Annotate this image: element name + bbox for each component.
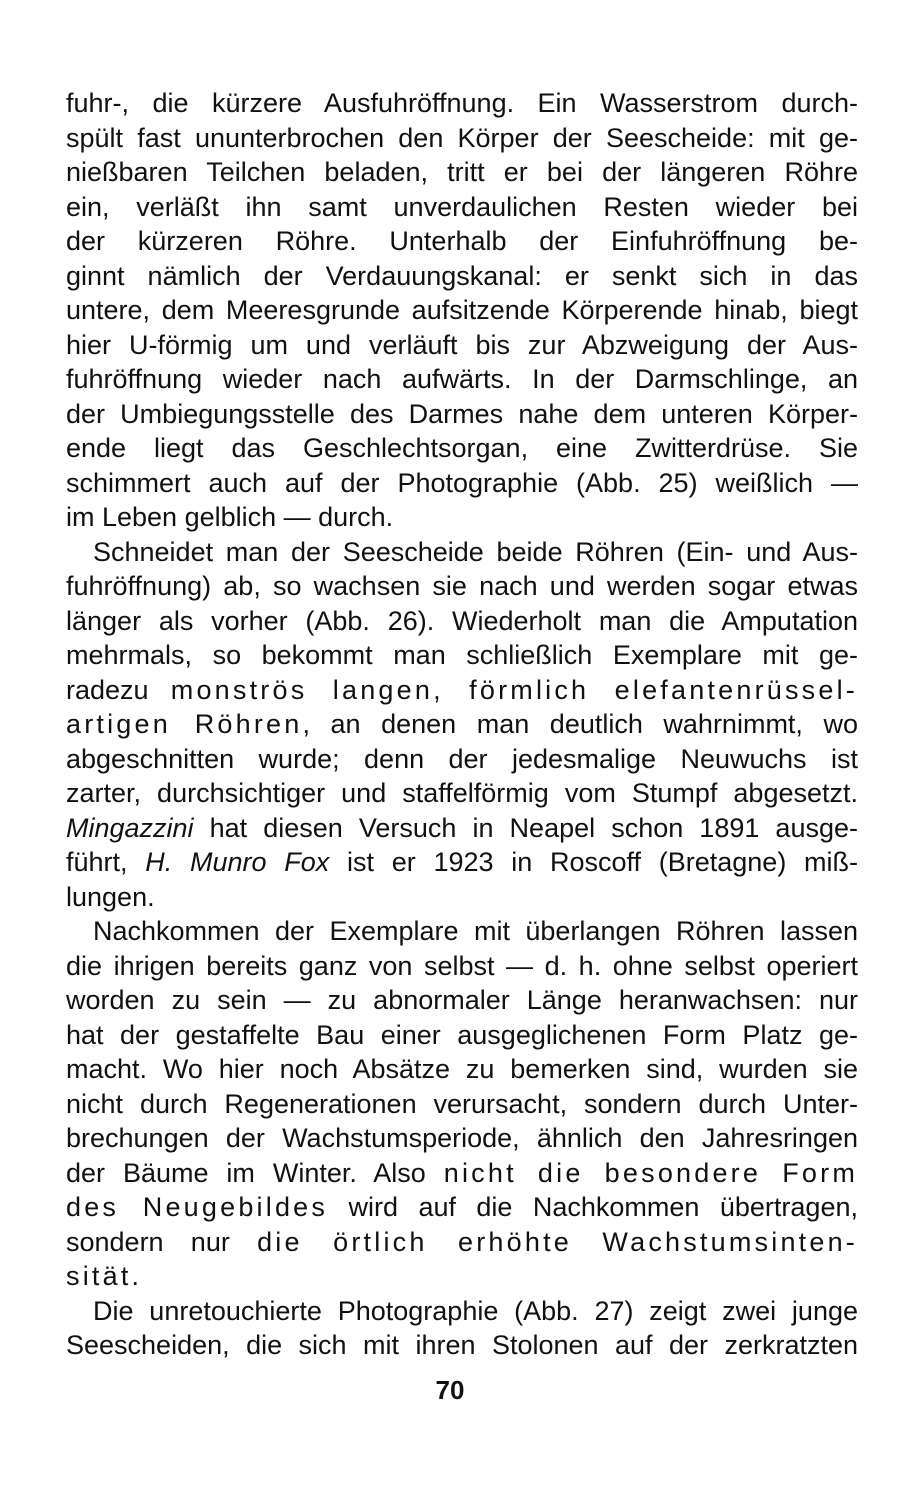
text-line: nicht durch Regenerationen verursacht, sondern durch Unter-: [66, 1088, 858, 1119]
text-line: spült fast ununterbrochen den Körper der Seescheide: mit ge-: [66, 122, 858, 153]
text-line: Seescheiden, die sich mit ihren Stolonen auf der zerkratzten: [66, 1330, 858, 1360]
text-line: ein, verläßt ihn samt unverdaulichen Resten wieder bei: [66, 191, 858, 222]
text-line: hat der gestaffelte Bau einer ausgeglichenen Form Platz ge-: [66, 1019, 858, 1050]
text-line: fuhröffnung) ab, so wachsen sie nach und werden sogar etwas: [66, 571, 858, 601]
text-line: macht. Wo hier noch Absätze zu bemerken sind, wurden sie: [66, 1054, 858, 1084]
text-run: führt,: [66, 847, 146, 877]
text-run: der Bäume im Winter. Also: [66, 1157, 444, 1188]
text-line: lungen.: [66, 881, 155, 912]
author-name: Mingazzini: [66, 812, 194, 843]
text-line: abgeschnitten wurde; denn der jedesmalige Neuwuchs ist: [66, 743, 858, 774]
text-line: länger als vorher (Abb. 26). Wiederholt man die Amputation: [66, 605, 858, 636]
text-line: untere, dem Meeresgrunde aufsitzende Körperende hinab, biegt: [66, 295, 858, 325]
text-line: im Leben gelblich — durch.: [66, 502, 394, 532]
emphasis-spaced: monströs langen, förmlich elefantenrüssel-: [170, 674, 858, 705]
text-line: fuhr-, die kürzere Ausfuhröffnung. Ein Wasserstrom durch-: [66, 88, 858, 118]
text-line: mehrmals, so bekommt man schließlich Exemplare mit ge-: [66, 640, 858, 670]
text-line: schimmert auch auf der Photographie (Abb. 25) weißlich —: [66, 467, 858, 498]
text-line: der Umbiegungsstelle des Darmes nahe dem unteren Körper-: [66, 398, 858, 429]
text-run: wird auf die Nachkommen übertragen,: [328, 1192, 858, 1222]
text-line: zarter, durchsichtiger und staffelförmig vom Stumpf abgesetzt.: [66, 778, 858, 808]
text-line: [66, 1225, 858, 1260]
text-line: ende liegt das Geschlechtsorgan, eine Zwitterdrüse. Sie: [66, 433, 858, 463]
text-line: der kürzeren Röhre. Unterhalb der Einfuhröffnung be-: [66, 226, 858, 256]
text-run: hat diesen Versuch in Neapel schon 1891 ausge-: [193, 812, 858, 843]
emphasis-spaced: sität: [66, 1261, 132, 1291]
text-line: ginnt nämlich der Verdauungskanal: er senkt sich in das: [66, 260, 858, 291]
text-line: [66, 1259, 858, 1294]
author-name: H. Munro Fox: [145, 847, 330, 877]
text-line: [66, 1190, 858, 1225]
text-run: , an denen man deutlich wahrnimmt, wo: [302, 709, 858, 739]
text-run: sondern nur: [66, 1226, 258, 1257]
emphasis-spaced: die örtlich erhöhte Wachstumsinten-: [257, 1226, 858, 1257]
emphasis-spaced: nicht die besondere Form: [443, 1157, 859, 1188]
text-line: [66, 811, 858, 846]
page-body: [66, 86, 858, 1363]
emphasis-spaced: des Neugebildes: [66, 1192, 329, 1222]
text-run: radezu: [66, 674, 149, 705]
text-run: ist er 1923 in Roscoff (Bretagne) miß-: [329, 847, 859, 877]
text-line: hier U-förmig um und verläuft bis zur Abzweigung der Aus-: [66, 329, 858, 360]
text-line: worden zu sein — zu abnormaler Länge heranwachsen: nur: [66, 985, 858, 1015]
text-run: .: [131, 1261, 140, 1291]
text-line: brechungen der Wachstumsperiode, ähnlich den Jahresringen: [66, 1123, 858, 1153]
text-line: Die unretouchierte Photographie (Abb. 27) zeigt zwei junge: [93, 1295, 858, 1326]
text-line: [66, 673, 858, 708]
text-line: nießbaren Teilchen beladen, tritt er bei der längeren Röhre: [66, 157, 858, 187]
page-number: 70: [435, 1375, 465, 1405]
text-line: die ihrigen bereits ganz von selbst — d. h. ohne selbst operiert: [66, 950, 858, 981]
text-line: Nachkommen der Exemplare mit überlangen Röhren lassen: [93, 916, 858, 946]
emphasis-spaced: artigen Röhren: [66, 709, 303, 739]
text-line: [66, 845, 858, 880]
text-line: Schneidet man der Seescheide beide Röhren (Ein- und Aus-: [93, 536, 858, 567]
text-line: [66, 1156, 858, 1191]
text-line: [66, 707, 858, 742]
text-line: fuhröffnung wieder nach aufwärts. In der Darmschlinge, an: [66, 364, 858, 394]
